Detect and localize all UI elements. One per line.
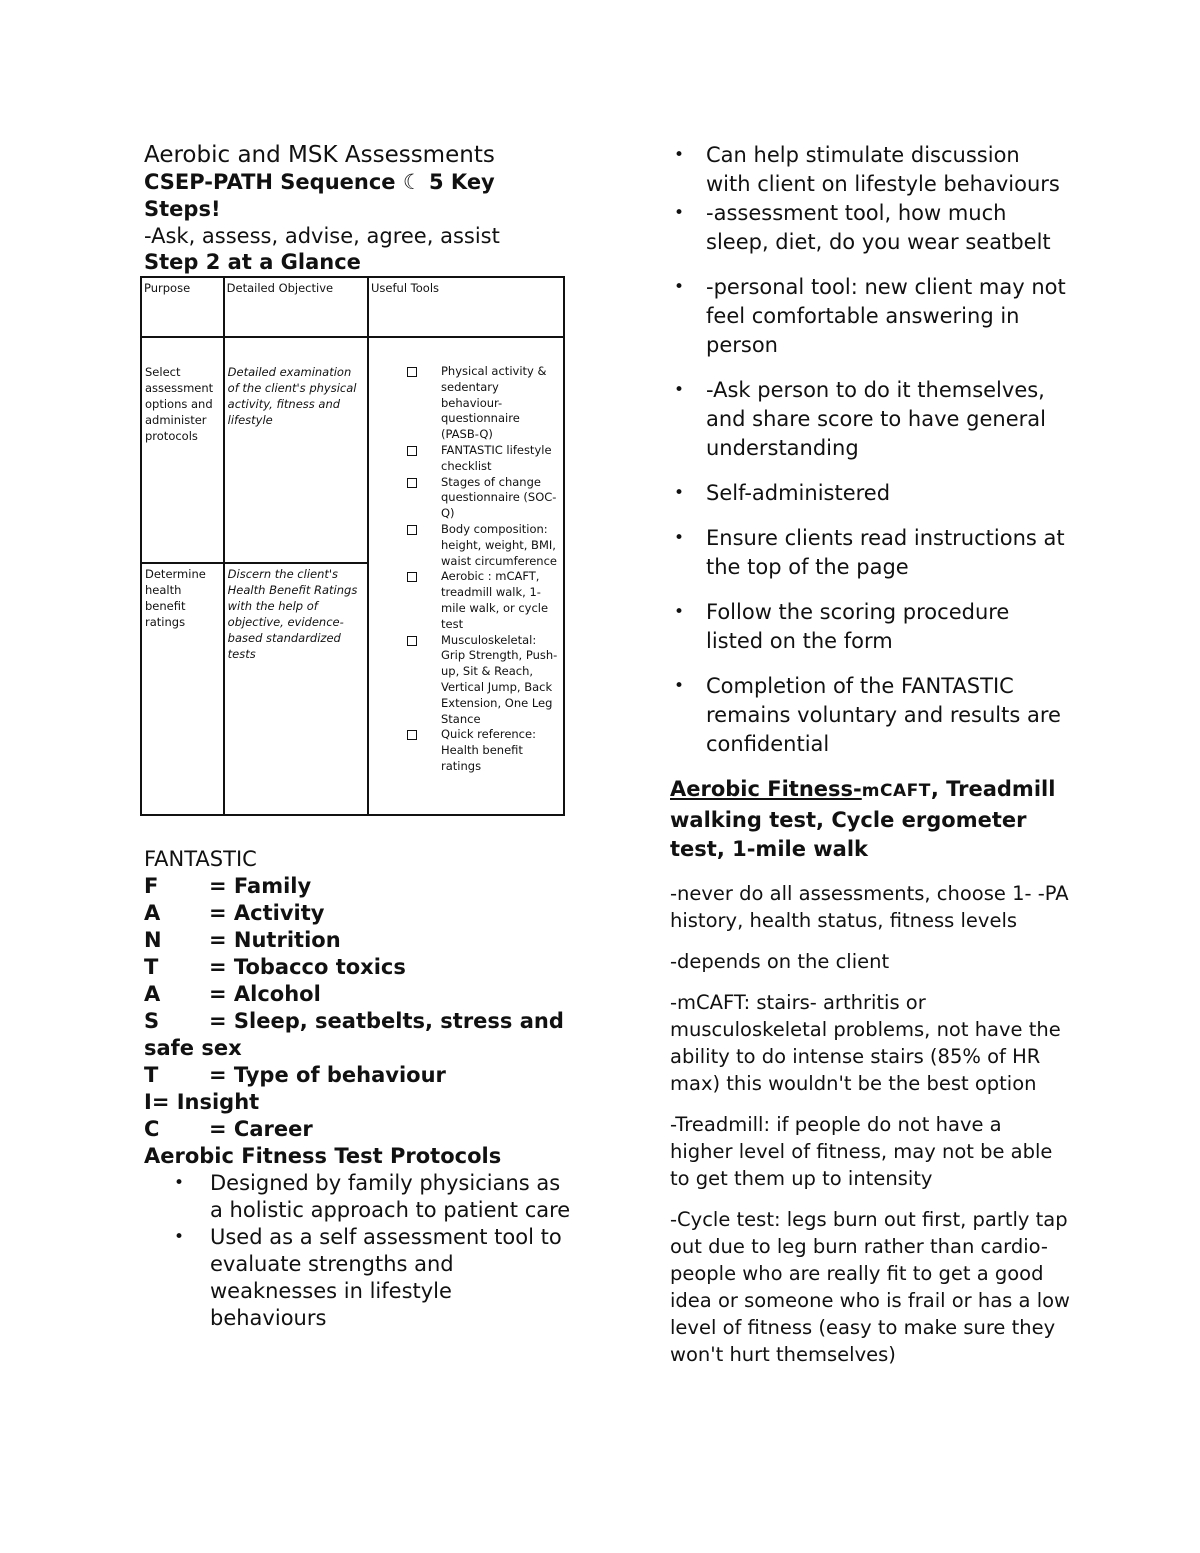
note-paragraph: -Cycle test: legs burn out first, partly tap out due to leg burn rather than cardio- people who are really fit to get a good idea or someone who is frail or has a low level of fitness (easy to make sure they won't hurt themselves) (670, 1208, 1070, 1366)
row-divider-objective (225, 562, 367, 564)
table-header-purpose: Purpose (141, 277, 224, 337)
fantastic-meaning: = Sleep, seatbelts, stress and (209, 1009, 564, 1033)
page-title: Aerobic and MSK Assessments (144, 142, 495, 168)
purpose-cell (141, 337, 224, 815)
step2-table (140, 276, 565, 816)
fantastic-row (144, 1116, 574, 1143)
note-paragraph: -mCAFT: stairs- arthritis or musculoskeletal problems, not have the ability to do intense stairs (85% of HR max) this wouldn't be the best option (670, 991, 1061, 1095)
aerobic-fitness-underlined: Aerobic Fitness- (670, 777, 862, 801)
fantastic-meaning: = Family (209, 874, 312, 898)
fantastic-letter: F (144, 874, 159, 898)
right-column (670, 141, 1070, 1382)
row-divider-purpose (142, 562, 223, 564)
fantastic-row (144, 873, 574, 900)
list-item: • Can help stimulate discussion with client on lifestyle behaviours (706, 141, 1070, 199)
list-item: • -personal tool: new client may not feel comfortable answering in person (706, 273, 1070, 360)
protocols-list (144, 1170, 574, 1332)
fantastic-row (144, 981, 574, 1008)
list-item: • Used as a self assessment tool to evaluate strengths and weaknesses in lifestyle behaviours (210, 1224, 574, 1332)
fantastic-meaning: = Alcohol (209, 982, 321, 1006)
tools-cell (368, 337, 564, 815)
steps-text: -Ask, assess, advise, agree, assist (144, 224, 500, 248)
purpose-select: Select assessment options and administer protocols (145, 365, 214, 443)
objective-cell (224, 337, 368, 815)
fantastic-row (144, 1008, 574, 1035)
protocols-heading: Aerobic Fitness Test Protocols (144, 1144, 502, 1168)
csep-heading-line2: Steps! (144, 197, 221, 221)
purpose-determine: Determine health benefit ratings (145, 567, 206, 629)
tool-item-fantastic: FANTASTIC lifestyle checklist (407, 443, 561, 475)
note-paragraph: -depends on the client (670, 950, 890, 973)
fantastic-meaning: = Activity (209, 901, 325, 925)
fantastic-meaning: = Nutrition (209, 928, 341, 952)
fantastic-row (144, 927, 574, 954)
tool-item-quick-reference: Quick reference: Health benefit ratings (407, 727, 561, 774)
table-body-row (141, 337, 564, 815)
aerobic-fitness-heading (670, 775, 1070, 864)
table-header-row (141, 277, 564, 337)
list-item: • -assessment tool, how much sleep, diet, do you wear seatbelt (706, 199, 1070, 257)
left-column (144, 141, 574, 1332)
fantastic-meaning: = Tobacco toxics (209, 955, 406, 979)
list-item: • -Ask person to do it themselves, and share score to have general understanding (706, 376, 1070, 463)
fantastic-row (144, 1062, 574, 1089)
fantastic-s-continuation: safe sex (144, 1036, 242, 1060)
list-item: • Follow the scoring procedure listed on the form (706, 598, 1070, 656)
fantastic-row (144, 954, 574, 981)
fantastic-row (144, 900, 574, 927)
note-paragraph: -never do all assessments, choose 1- -PA history, health status, fitness levels (670, 882, 1069, 932)
objective-detailed: Detailed examination of the client's physical activity, fitness and lifestyle (227, 365, 357, 427)
fantastic-letter: C (144, 1117, 160, 1141)
fantastic-letter: A (144, 901, 161, 925)
fantastic-title: FANTASTIC (144, 847, 257, 871)
table-header-objective: Detailed Objective (224, 277, 368, 337)
fantastic-section (144, 846, 574, 1332)
fantastic-meaning: = Career (209, 1117, 313, 1141)
note-paragraph: -Treadmill: if people do not have a higher level of fitness, may not be able to get them up to intensity (670, 1113, 1053, 1190)
fantastic-notes-list (670, 141, 1070, 759)
fantastic-letter: T (144, 955, 159, 979)
step2-heading: Step 2 at a Glance (144, 250, 361, 274)
tool-item-pasbq: Physical activity & sedentary behaviour-questionnaire (PASB-Q) (407, 364, 561, 443)
list-item: • Self-administered (706, 479, 1070, 508)
tool-item-body-composition: Body composition: height, weight, BMI, waist circumference (407, 522, 561, 569)
tool-item-musculoskeletal: Musculoskeletal: Grip Strength, Push- up, Sit & Reach, Vertical Jump, Back Extension, One Leg Stance (407, 633, 561, 728)
tools-list (371, 364, 561, 775)
tool-item-socq: Stages of change questionnaire (SOC-Q) (407, 475, 561, 522)
fantastic-letter: A (144, 982, 161, 1006)
tool-item-aerobic: Aerobic : mCAFT, treadmill walk, 1-mile walk, or cycle test (407, 569, 561, 632)
csep-heading-line1: CSEP-PATH Sequence ☾ 5 Key (144, 170, 495, 194)
fantastic-letter: N (144, 928, 162, 952)
list-item: • Ensure clients read instructions at the top of the page (706, 524, 1070, 582)
list-item: • Designed by family physicians as a holistic approach to patient care (210, 1170, 574, 1224)
table-header-tools: Useful Tools (368, 277, 564, 337)
list-item: • Completion of the FANTASTIC remains voluntary and results are confidential (706, 672, 1070, 759)
fantastic-insight: I= Insight (144, 1090, 260, 1114)
fantastic-meaning: = Type of behaviour (209, 1063, 446, 1087)
fantastic-letter: T (144, 1063, 159, 1087)
fantastic-letter: S (144, 1009, 160, 1033)
aerobic-fitness-mcaft: mCAFT (861, 781, 931, 801)
objective-discern: Discern the client's Health Benefit Ratings with the help of objective, evidence-based standardized tests (227, 567, 358, 661)
aerobic-fitness-rest: , Treadmill walking test, Cycle ergometer test, 1-mile walk (670, 777, 1056, 861)
aerobic-notes (670, 880, 1070, 1368)
